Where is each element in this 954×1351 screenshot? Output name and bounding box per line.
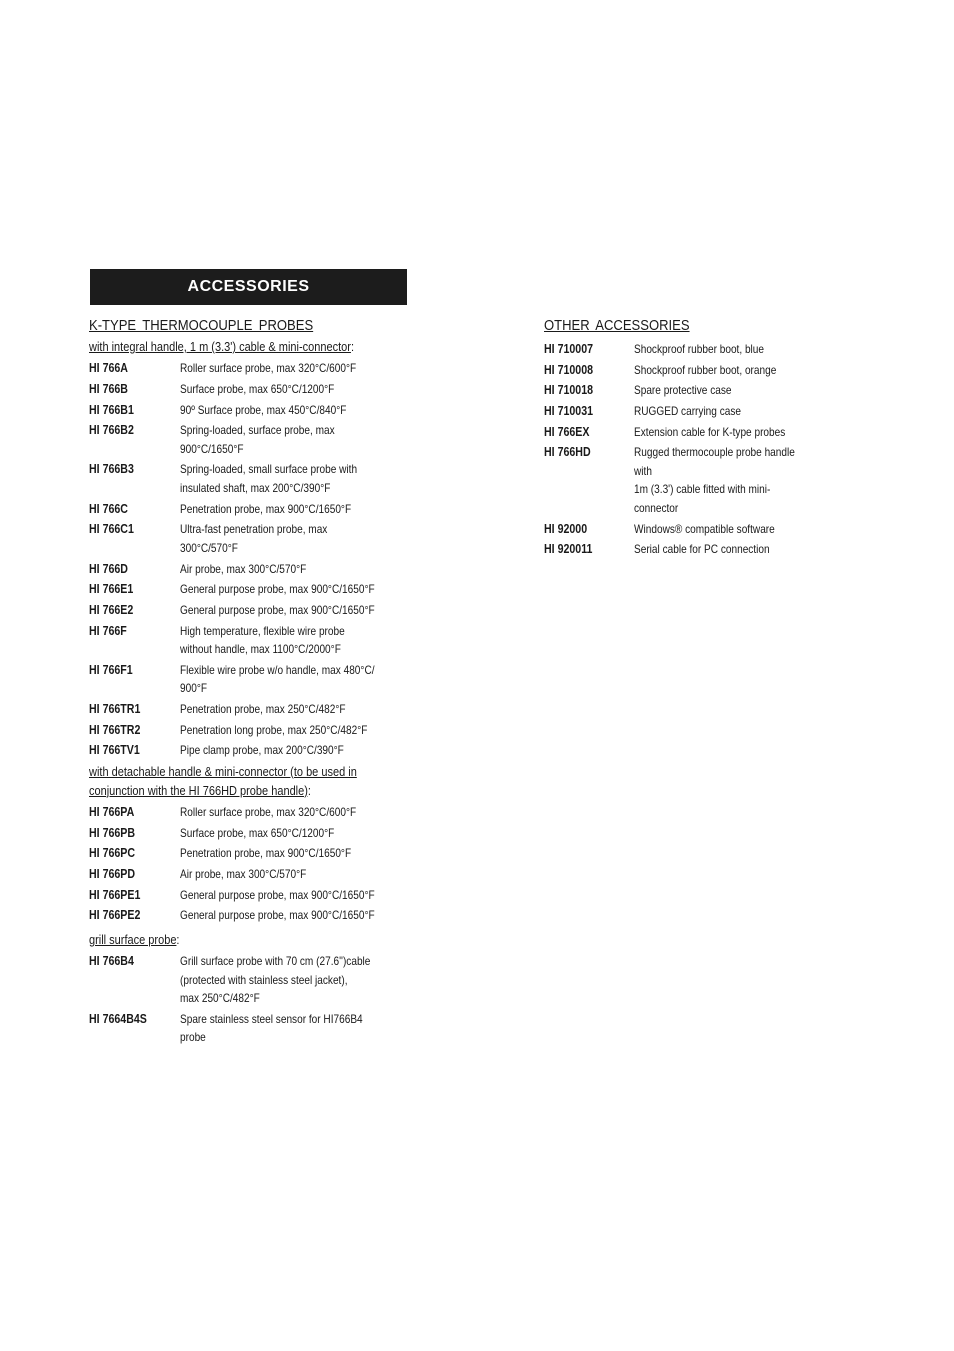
accessory-row [544, 340, 834, 359]
accessory-description: Rugged thermocouple probe handle with 1m (3.3') cable fitted with mini-connector [634, 445, 795, 515]
accessory-description: Surface probe, max 650°C/1200°F [180, 825, 335, 840]
accessory-row [89, 1010, 419, 1047]
other-accessories-heading: OTHER ACCESSORIES [544, 318, 690, 334]
accessory-description: Serial cable for PC connection [634, 542, 770, 557]
accessory-code: HI 766F1 [89, 662, 133, 677]
accessory-description: RUGGED carrying case [634, 404, 741, 419]
accessory-description: Air probe, max 300°C/570°F [180, 867, 307, 882]
accessory-code: HI 766B3 [89, 462, 134, 477]
accessory-row [89, 500, 419, 519]
accessory-description: Flexible wire probe w/o handle, max 480°C/ 900°F [180, 662, 375, 696]
accessory-code: HI 920011 [544, 542, 593, 557]
detachable-handle-subheading-line2: conjunction with the HI 766HD probe handle): [89, 783, 311, 798]
accessory-description: Spring-loaded, small surface probe with insulated shaft, max 200°C/390°F [180, 462, 358, 495]
accessory-code: HI 766F [89, 623, 127, 638]
accessory-row [89, 622, 419, 659]
accessory-row [544, 423, 834, 442]
accessory-description: Roller surface probe, max 320°C/600°F [180, 805, 357, 819]
accessory-description: General purpose probe, max 900°C/1650°F [180, 887, 375, 902]
accessory-code: HI 766TV1 [89, 743, 140, 758]
accessory-description: General purpose probe, max 900°C/1650°F [180, 908, 375, 923]
detachable-handle-subheading-line1: with detachable handle & mini-connector (to be used in [89, 764, 357, 779]
accessory-row [89, 906, 419, 925]
accessory-row [89, 401, 419, 420]
accessory-code: HI 766B4 [89, 954, 134, 969]
accessory-row [544, 361, 834, 380]
accessory-code: HI 766C1 [89, 522, 134, 537]
accessory-description: Ultra-fast penetration probe, max 300°C/570°F [180, 522, 328, 555]
accessory-description: High temperature, flexible wire probe without handle, max 1100°C/2000°F [180, 623, 345, 657]
accessory-row [89, 886, 419, 905]
grill-probe-subheading: grill surface probe: [89, 932, 180, 947]
accessory-code: HI 766TR2 [89, 722, 141, 737]
accessory-code: HI 766B [89, 381, 128, 396]
accessory-row [89, 865, 419, 884]
accessory-description: Surface probe, max 650°C/1200°F [180, 381, 335, 396]
accessory-description: Spare stainless steel sensor for HI766B4 probe [180, 1011, 363, 1045]
integral-handle-list [89, 359, 419, 760]
accessory-row [544, 520, 834, 539]
other-accessories-list [544, 340, 834, 559]
accessory-code: HI 766B2 [89, 423, 134, 438]
accessory-code: HI 766E1 [89, 582, 134, 597]
accessory-code: HI 710018 [544, 383, 594, 398]
accessory-row [89, 844, 419, 863]
accessory-description: General purpose probe, max 900°C/1650°F [180, 602, 375, 617]
accessory-code: HI 766C [89, 501, 128, 516]
accessory-code: HI 766E2 [89, 602, 134, 617]
grill-probe-list [89, 952, 419, 1047]
accessory-row [89, 359, 419, 378]
accessory-description: Windows® compatible software [634, 521, 775, 536]
accessory-code: HI 766HD [544, 445, 591, 460]
accessory-description: Shockproof rubber boot, orange [634, 362, 777, 377]
accessory-description: Shockproof rubber boot, blue [634, 342, 765, 356]
accessory-code: HI 766EX [544, 424, 590, 439]
accessory-row [89, 520, 419, 557]
accessory-row [89, 421, 419, 458]
accessory-row [89, 560, 419, 579]
accessory-description: Air probe, max 300°C/570°F [180, 561, 307, 576]
accessory-code: HI 766PA [89, 805, 135, 819]
accessory-row [89, 824, 419, 843]
accessory-code: HI 92000 [544, 521, 588, 536]
accessory-row [89, 380, 419, 399]
accessory-code: HI 766PB [89, 825, 136, 840]
accessory-description: Spring-loaded, surface probe, max 900°C/1650°F [180, 423, 335, 456]
thermocouple-probes-column [89, 318, 419, 1047]
integral-handle-subheading: with integral handle, 1 m (3.3') cable & mini-connector: [89, 340, 355, 354]
accessory-description: Penetration probe, max 900°C/1650°F [180, 501, 352, 516]
accessory-row [89, 952, 419, 1008]
accessory-code: HI 710031 [544, 404, 594, 419]
accessory-description: 90º Surface probe, max 450°C/840°F [180, 402, 347, 417]
accessory-code: HI 766PC [89, 846, 136, 861]
accessory-description: Penetration probe, max 250°C/482°F [180, 701, 346, 716]
accessory-row [544, 381, 834, 400]
accessory-code: HI 710008 [544, 362, 594, 377]
accessory-code: HI 766TR1 [89, 701, 141, 716]
accessory-row [544, 402, 834, 421]
accessory-row [89, 803, 419, 822]
accessory-description: Penetration long probe, max 250°C/482°F [180, 722, 368, 737]
accessory-description: Pipe clamp probe, max 200°C/390°F [180, 743, 344, 758]
section-banner: ACCESSORIES [90, 269, 407, 305]
accessory-code: HI 7664B4S [89, 1011, 147, 1026]
accessory-description: Grill surface probe with 70 cm (27.6'')cable (protected with stainless steel jacket), max 250°C/482°F [180, 954, 371, 1006]
accessory-code: HI 766PD [89, 867, 136, 882]
accessory-row [89, 741, 419, 760]
accessory-row [544, 443, 834, 517]
accessory-row [89, 661, 419, 698]
accessory-description: Extension cable for K-type probes [634, 424, 786, 439]
accessory-code: HI 710007 [544, 342, 594, 356]
accessory-code: HI 766A [89, 361, 128, 376]
accessory-row [89, 700, 419, 719]
accessory-code: HI 766PE2 [89, 908, 141, 923]
accessory-row [89, 721, 419, 740]
accessory-code: HI 766B1 [89, 402, 134, 417]
accessory-code: HI 766D [89, 561, 128, 576]
thermocouple-probes-heading: K-TYPE THERMOCOUPLE PROBES [89, 318, 314, 334]
accessory-row [89, 460, 419, 497]
detachable-handle-list [89, 803, 419, 925]
accessory-description: General purpose probe, max 900°C/1650°F [180, 582, 375, 597]
accessory-code: HI 766PE1 [89, 887, 141, 902]
accessory-description: Spare protective case [634, 383, 732, 398]
accessory-description: Roller surface probe, max 320°C/600°F [180, 361, 357, 376]
accessory-row [89, 601, 419, 620]
accessory-row [89, 580, 419, 599]
other-accessories-column [544, 318, 834, 559]
accessory-row [544, 540, 834, 559]
accessory-description: Penetration probe, max 900°C/1650°F [180, 846, 352, 861]
